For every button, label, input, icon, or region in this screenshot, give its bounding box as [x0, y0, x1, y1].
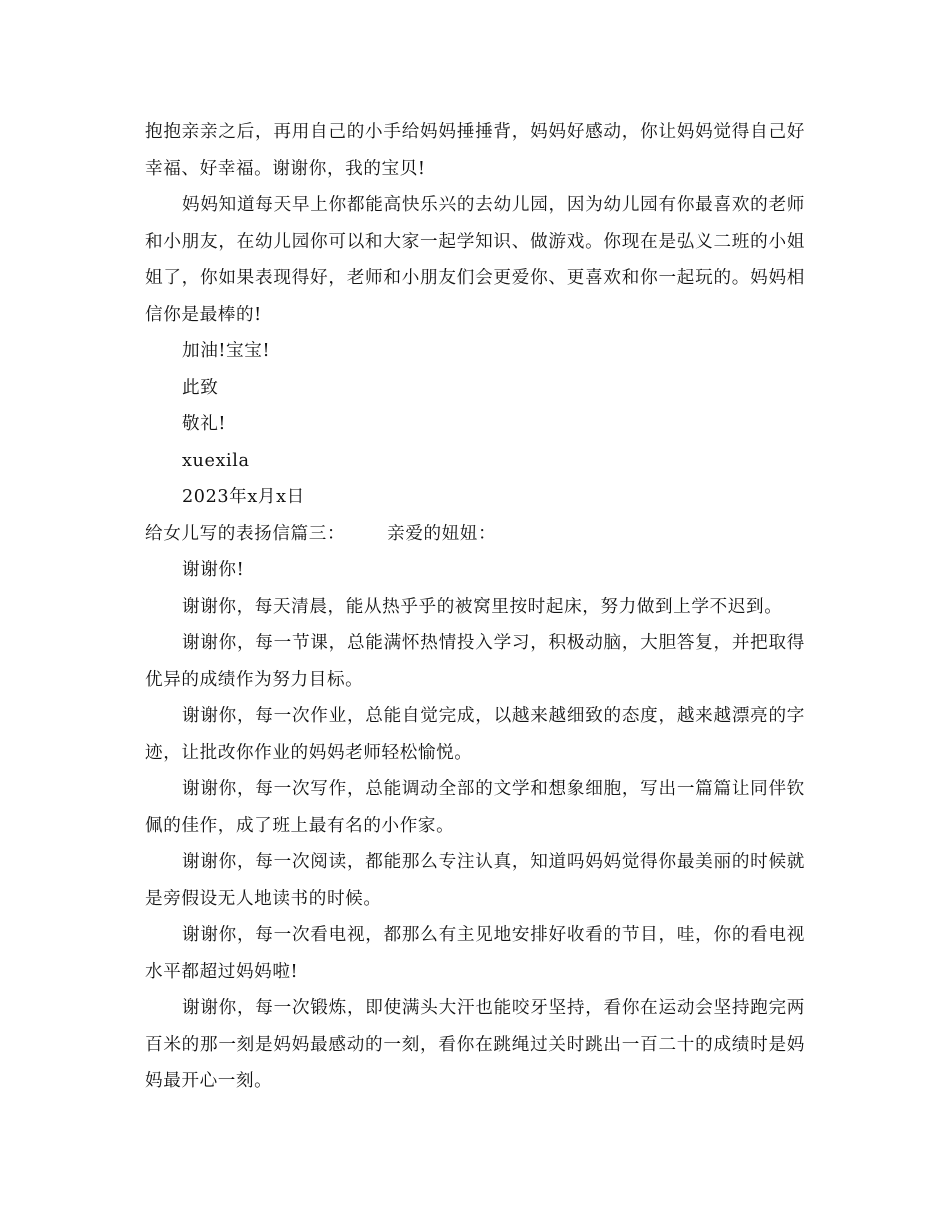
closing-date: 2023年x月x日: [182, 487, 305, 507]
section-heading: [145, 516, 805, 553]
paragraph-writing: 谢谢你，每一次写作，总能调动全部的文学和想象细胞，写出一篇篇让同伴钦佩的佳作，成了班上最有名的小作家。: [145, 779, 805, 836]
letter-body: [145, 114, 805, 1100]
paragraph-hug-thanks: 抱抱亲亲之后，再用自己的小手给妈妈捶捶背，妈妈好感动，你让妈妈觉得自己好幸福、好幸福。谢谢你，我的宝贝!: [145, 122, 805, 179]
paragraph-exercise: 谢谢你，每一次锻炼，即使满头大汗也能咬牙坚持，看你在运动会坚持跑完两百米的那一刻是妈妈最感动的一刻，看你在跳绳过关时跳出一百二十的成绩时是妈妈最开心一刻。: [145, 998, 805, 1091]
closing-salutation-2: 敬礼!: [182, 414, 227, 434]
paragraph-homework: 谢谢你，每一次作业，总能自觉完成，以越来越细致的态度，越来越漂亮的字迹，让批改你作业的妈妈老师轻松愉悦。: [145, 706, 805, 763]
paragraph-kindergarten: 妈妈知道每天早上你都能高快乐兴的去幼儿园，因为幼儿园有你最喜欢的老师和小朋友，在幼儿园你可以和大家一起学知识、做游戏。你现在是弘义二班的小姐姐了，你如果表现得好，老师和小朋友们会更爱你、更喜欢和你一起玩的。妈妈相信你是最棒的!: [145, 195, 805, 325]
paragraph-tv: 谢谢你，每一次看电视，都那么有主见地安排好收看的节目，哇，你的看电视水平都超过妈妈啦!: [145, 925, 805, 982]
paragraph-reading: 谢谢你，每一次阅读，都能那么专注认真，知道吗妈妈觉得你最美丽的时候就是旁假设无人地读书的时候。: [145, 852, 805, 909]
closing-cheer: 加油!宝宝!: [182, 341, 271, 361]
closing-signature: xuexila: [182, 450, 250, 471]
section-title: 给女儿写的表扬信篇三：: [145, 523, 346, 544]
paragraph-thanks: 谢谢你!: [182, 560, 245, 580]
paragraph-class: 谢谢你，每一节课，总能满怀热情投入学习，积极动脑，大胆答复，并把取得优异的成绩作为努力目标。: [145, 633, 805, 690]
paragraph-morning: 谢谢你，每天清晨，能从热乎乎的被窝里按时起床，努力做到上学不迟到。: [182, 596, 783, 617]
section-greeting: 亲爱的妞妞：: [387, 523, 497, 544]
closing-salutation-1: 此致: [182, 377, 219, 398]
